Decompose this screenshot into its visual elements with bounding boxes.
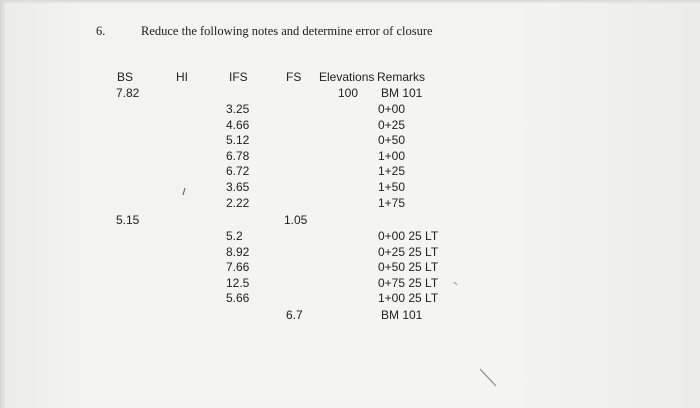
remarks-group-1 <box>378 102 468 211</box>
station-value: 0+00 <box>378 102 406 116</box>
header-hi: HI <box>176 70 188 84</box>
ifs-group-2 <box>226 229 266 307</box>
station-value: 0+75 25 LT <box>378 275 439 290</box>
ifs-value: 3.25 <box>226 102 250 116</box>
stray-pen-mark <box>180 186 188 198</box>
header-remarks: Remarks <box>377 70 426 84</box>
problem-instruction: Reduce the following notes and determine error of closure <box>141 24 433 38</box>
paper-edge-left <box>0 0 6 408</box>
remarks-group-2 <box>378 229 468 307</box>
paper-edge-top <box>0 0 700 4</box>
ifs-value: 5.12 <box>226 133 250 148</box>
bs-first: 7.82 <box>116 86 140 100</box>
ifs-value: 6.78 <box>226 148 250 163</box>
station-value: 0+25 <box>378 117 406 132</box>
stray-pen-mark <box>478 366 502 390</box>
header-ifs: IFS <box>229 70 248 84</box>
station-value: 0+00 25 LT <box>378 229 439 243</box>
ifs-value: 2.22 <box>226 195 250 210</box>
remark-last: BM 101 <box>381 308 423 322</box>
remark-first: BM 101 <box>381 86 423 100</box>
ifs-value: 5.2 <box>226 229 243 243</box>
station-value: 0+50 25 LT <box>378 260 439 275</box>
fs-first: 1.05 <box>284 213 308 227</box>
bs-second: 5.15 <box>116 213 140 227</box>
header-elevations: Elevations <box>319 70 375 84</box>
ifs-value: 6.72 <box>226 164 250 179</box>
station-value: 1+25 <box>378 164 406 179</box>
header-bs: BS <box>117 70 134 84</box>
ifs-value: 7.66 <box>226 260 250 275</box>
station-value: 1+75 <box>378 195 406 210</box>
header-fs: FS <box>286 70 302 84</box>
station-value: 0+25 25 LT <box>378 244 439 259</box>
fs-last: 6.7 <box>286 308 303 322</box>
ifs-value: 8.92 <box>226 244 250 259</box>
station-value: 1+50 <box>378 179 406 194</box>
elevation-first: 100 <box>338 86 359 100</box>
ifs-group-1 <box>226 102 266 211</box>
ifs-value: 12.5 <box>226 275 250 290</box>
stray-pen-mark <box>452 280 460 288</box>
station-value: 1+00 <box>378 148 406 163</box>
ifs-value: 3.65 <box>226 179 250 194</box>
problem-number: 6. <box>96 24 106 38</box>
station-value: 0+50 <box>378 133 406 148</box>
station-value: 1+00 25 LT <box>378 291 439 306</box>
ifs-value: 4.66 <box>226 117 250 132</box>
ifs-value: 5.66 <box>226 291 250 306</box>
